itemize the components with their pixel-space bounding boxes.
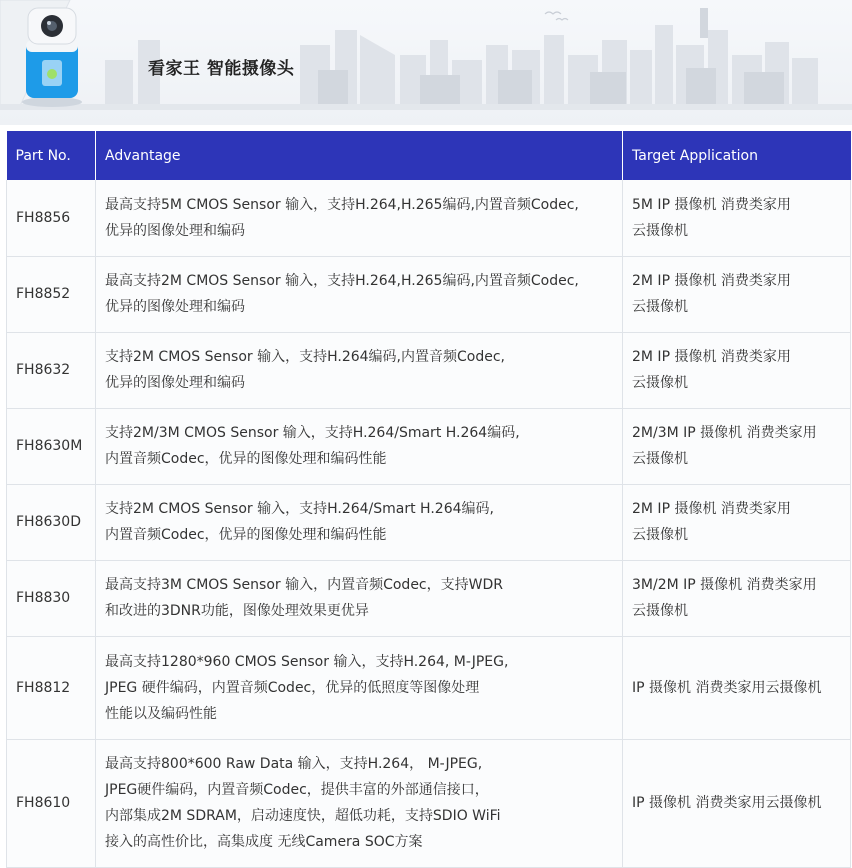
advantage-line: 最高支持3M CMOS Sensor 输入，内置音频Codec，支持WDR bbox=[105, 577, 503, 593]
application-cell bbox=[623, 739, 851, 867]
header-target-application: Target Application bbox=[623, 131, 851, 180]
table-row bbox=[7, 636, 851, 739]
part-number: FH8610 bbox=[7, 739, 96, 867]
header-advantage: Advantage bbox=[96, 131, 623, 180]
advantage-line: 优异的图像处理和编码 bbox=[105, 375, 245, 391]
advantage-cell bbox=[96, 256, 623, 332]
part-number: FH8630D bbox=[7, 484, 96, 560]
advantage-line: 支持2M CMOS Sensor 输入，支持H.264/Smart H.264编码, bbox=[105, 501, 494, 517]
advantage-line: JPEG硬件编码，内置音频Codec，提供丰富的外部通信接口， bbox=[105, 782, 489, 798]
advantage-line: 性能以及编码性能 bbox=[105, 705, 217, 722]
advantage-line: 内部集成2M SDRAM，启动速度快，超低功耗，支持SDIO WiFi bbox=[105, 808, 501, 824]
table-row bbox=[7, 332, 851, 408]
application-cell bbox=[623, 484, 851, 560]
advantage-cell bbox=[96, 332, 623, 408]
table-row bbox=[7, 180, 851, 256]
advantage-line: 最高支持2M CMOS Sensor 输入，支持H.264,H.265编码,内置音频Codec, bbox=[105, 273, 579, 289]
advantage-line: 最高支持1280*960 CMOS Sensor 输入，支持H.264, M-JPEG, bbox=[105, 653, 509, 670]
part-number: FH8632 bbox=[7, 332, 96, 408]
application-line: 2M/3M IP 摄像机 消费类家用 bbox=[632, 425, 817, 441]
advantage-line: 支持2M/3M CMOS Sensor 输入，支持H.264/Smart H.264编码, bbox=[105, 425, 520, 441]
advantage-cell bbox=[96, 180, 623, 256]
advantage-line: 支持2M CMOS Sensor 输入，支持H.264编码,内置音频Codec, bbox=[105, 349, 505, 365]
application-line: 云摄像机 bbox=[632, 603, 688, 619]
advantage-line: 内置音频Codec，优异的图像处理和编码性能 bbox=[105, 451, 387, 467]
part-number: FH8630M bbox=[7, 408, 96, 484]
part-number: FH8856 bbox=[7, 180, 96, 256]
table-header-row bbox=[7, 131, 851, 180]
advantage-line: JPEG 硬件编码，内置音频Codec，优异的低照度等图像处理 bbox=[105, 679, 480, 696]
page-banner bbox=[0, 0, 852, 125]
application-cell bbox=[623, 180, 851, 256]
banner-title: 看家王 智能摄像头 bbox=[148, 59, 295, 79]
advantage-cell bbox=[96, 560, 623, 636]
application-line: IP 摄像机 消费类家用云摄像机 bbox=[632, 795, 822, 811]
application-line: 云摄像机 bbox=[632, 299, 688, 315]
application-line: 云摄像机 bbox=[632, 222, 688, 239]
application-line: 3M/2M IP 摄像机 消费类家用 bbox=[632, 577, 817, 593]
advantage-line: 最高支持5M CMOS Sensor 输入，支持H.264,H.265编码,内置音频Codec, bbox=[105, 196, 579, 213]
application-cell bbox=[623, 408, 851, 484]
advantage-line: 优异的图像处理和编码 bbox=[105, 299, 245, 315]
header-part-no: Part No. bbox=[7, 131, 96, 180]
application-line: 2M IP 摄像机 消费类家用 bbox=[632, 273, 791, 289]
application-line: 云摄像机 bbox=[632, 375, 688, 391]
application-line: 2M IP 摄像机 消费类家用 bbox=[632, 501, 791, 517]
table-row bbox=[7, 256, 851, 332]
advantage-cell bbox=[96, 408, 623, 484]
application-cell bbox=[623, 560, 851, 636]
part-number: FH8852 bbox=[7, 256, 96, 332]
advantage-line: 最高支持800*600 Raw Data 输入，支持H.264， M-JPEG, bbox=[105, 756, 483, 772]
table-row bbox=[7, 560, 851, 636]
advantage-line: 和改进的3DNR功能，图像处理效果更优异 bbox=[105, 603, 369, 619]
part-number: FH8812 bbox=[7, 636, 96, 739]
application-cell bbox=[623, 332, 851, 408]
application-cell bbox=[623, 256, 851, 332]
table-row bbox=[7, 739, 851, 867]
advantage-line: 优异的图像处理和编码 bbox=[105, 222, 245, 239]
application-line: 5M IP 摄像机 消费类家用 bbox=[632, 196, 791, 213]
table-row bbox=[7, 484, 851, 560]
camera-product-icon bbox=[12, 2, 92, 108]
advantage-cell bbox=[96, 484, 623, 560]
advantage-line: 内置音频Codec，优异的图像处理和编码性能 bbox=[105, 527, 387, 543]
application-line: 2M IP 摄像机 消费类家用 bbox=[632, 349, 791, 365]
city-skyline-illustration bbox=[0, 0, 852, 110]
advantage-cell bbox=[96, 636, 623, 739]
advantage-line: 接入的高性价比，高集成度 无线Camera SOC方案 bbox=[105, 834, 423, 850]
application-line: IP 摄像机 消费类家用云摄像机 bbox=[632, 679, 822, 696]
application-cell bbox=[623, 636, 851, 739]
product-spec-table bbox=[6, 131, 851, 868]
advantage-cell bbox=[96, 739, 623, 867]
application-line: 云摄像机 bbox=[632, 451, 688, 467]
application-line: 云摄像机 bbox=[632, 527, 688, 543]
part-number: FH8830 bbox=[7, 560, 96, 636]
table-row bbox=[7, 408, 851, 484]
